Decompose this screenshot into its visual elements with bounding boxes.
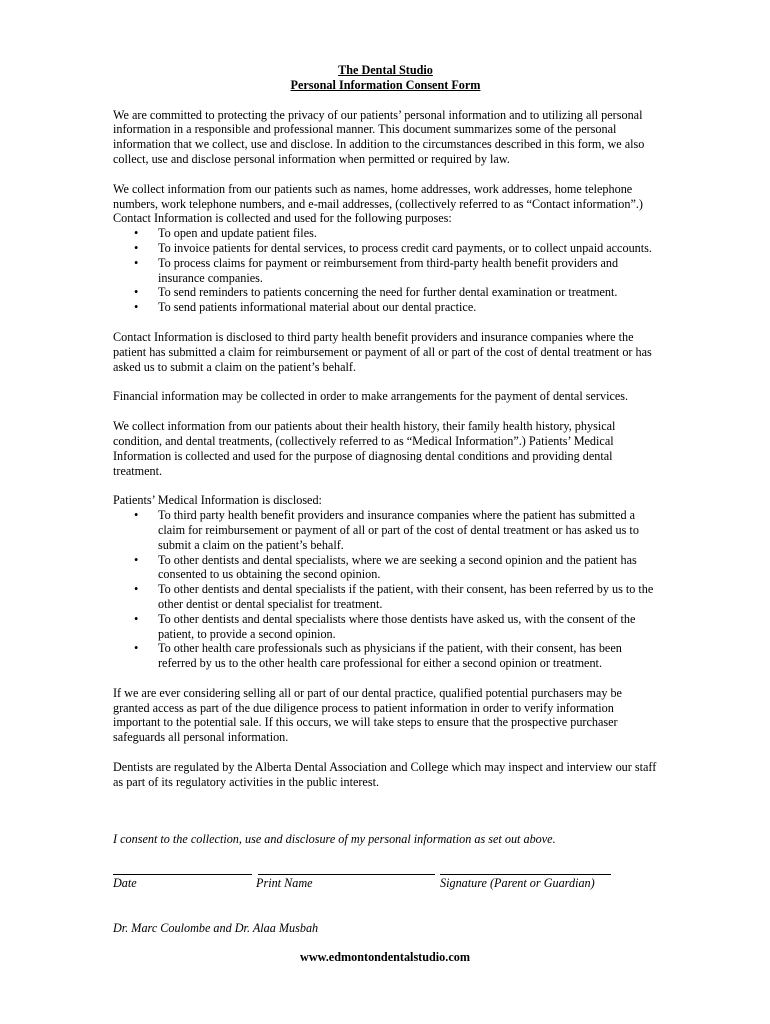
list-item: • To other dentists and dental specialists if the patient, with their consent, has been referred by us to the other dentist or dental specialist for treatment. <box>134 582 654 611</box>
website-url: www.edmontondentalstudio.com <box>300 950 470 964</box>
signature-label: Signature (Parent or Guardian) <box>440 876 595 890</box>
list-item: • To third party health benefit providers and insurance companies where the patient has submitted a claim for reimbursement or payment of all or part of the cost of dental treatment or has asked us to submit a claim on the patient’s behalf. <box>134 508 639 552</box>
doctors-names: Dr. Marc Coulombe and Dr. Alaa Musbah <box>113 921 319 935</box>
date-signature-line[interactable] <box>113 874 252 875</box>
list-item: • To process claims for payment or reimbursement from third-party health benefit providers and insurance companies. <box>134 255 619 285</box>
practice-sale-paragraph: If we are ever considering selling all or part of our dental practice, qualified potential purchasers may be granted access as part of the due diligence process to patient information in order to verify information important to the potential sale. If this occurs, we will take steps to ensure that the prospective purchaser safeguards all personal information. <box>113 685 622 745</box>
contact-purposes-list <box>113 226 658 315</box>
bullet-icon: • <box>134 508 139 523</box>
regulation-paragraph: Dentists are regulated by the Alberta Dental Association and College which may inspect and interview our staff as part of its regulatory activities in the public interest. <box>113 760 657 789</box>
print-name-signature-line[interactable] <box>258 874 435 875</box>
list-item: • To invoice patients for dental services, to process credit card payments, or to collect unpaid accounts. <box>134 240 652 255</box>
bullet-icon: • <box>134 226 139 241</box>
medical-disclosure-heading: Patients’ Medical Information is disclosed: <box>113 493 322 508</box>
contact-disclosure-paragraph: Contact Information is disclosed to third party health benefit providers and insurance companies where the patient has submitted a claim for reimbursement or payment of all or part of the cost of dental treatment or has asked us to submit a claim on the patient’s behalf. <box>113 329 652 374</box>
print-name-label: Print Name <box>256 876 313 890</box>
list-item: • To other dentists and dental specialists where those dentists have asked us, with the consent of the patient, to provide a second opinion. <box>134 611 636 641</box>
medical-disclosures-list <box>113 508 658 671</box>
guardian-signature-line[interactable] <box>440 874 611 875</box>
bullet-icon: • <box>134 255 139 270</box>
bullet-icon: • <box>134 552 139 567</box>
form-subtitle: Personal Information Consent Form <box>290 77 481 92</box>
form-body <box>113 63 658 790</box>
financial-info-paragraph: Financial information may be collected in order to make arrangements for the payment of dental services. <box>113 389 629 404</box>
list-item: • To other health care professionals such as physicians if the patient, with their consent, has been referred by us to the other health care professional for either a second opinion or treatment. <box>134 641 622 671</box>
list-item: • To send reminders to patients concerning the need for further dental examination or treatment. <box>134 285 618 300</box>
privacy-commitment-paragraph: We are committed to protecting the privacy of our patients’ personal information and to utilizing all personal information in a responsible and professional manner. This document summarizes some of the personal information that we collect, use and disclose. In addition to the circumstances described in this form, we also collect, use and disclose personal information when permitted or required by law. <box>113 107 645 166</box>
bullet-icon: • <box>134 300 139 315</box>
consent-statement: I consent to the collection, use and disclosure of my personal information as set out above. <box>113 832 556 846</box>
medical-info-paragraph: We collect information from our patients about their health history, their family health history, physical condition, and dental treatments, (collectively referred to as “Medical Information”.) Patients’ Medical Information is collected and used for the purpose of diagnosing dental conditions and providing dental treatment. <box>113 419 616 478</box>
form-title: The Dental Studio <box>338 63 433 77</box>
bullet-icon: • <box>134 611 139 626</box>
contact-info-paragraph: We collect information from our patients such as names, home addresses, work addresses, home telephone numbers, work telephone numbers, and e-mail addresses, (collectively referred to as “Contact information”.) Contact Information is collected and used for the following purposes: <box>113 181 643 226</box>
bullet-icon: • <box>134 641 139 656</box>
list-item: • To open and update patient files. <box>134 226 317 241</box>
bullet-icon: • <box>134 285 139 300</box>
list-item: • To other dentists and dental specialists, where we are seeking a second opinion and the patient has consented to us obtaining the second opinion. <box>134 552 637 582</box>
bullet-icon: • <box>134 582 139 597</box>
date-label: Date <box>113 876 137 890</box>
list-item: • To send patients informational material about our dental practice. <box>134 300 477 315</box>
bullet-icon: • <box>134 240 139 255</box>
